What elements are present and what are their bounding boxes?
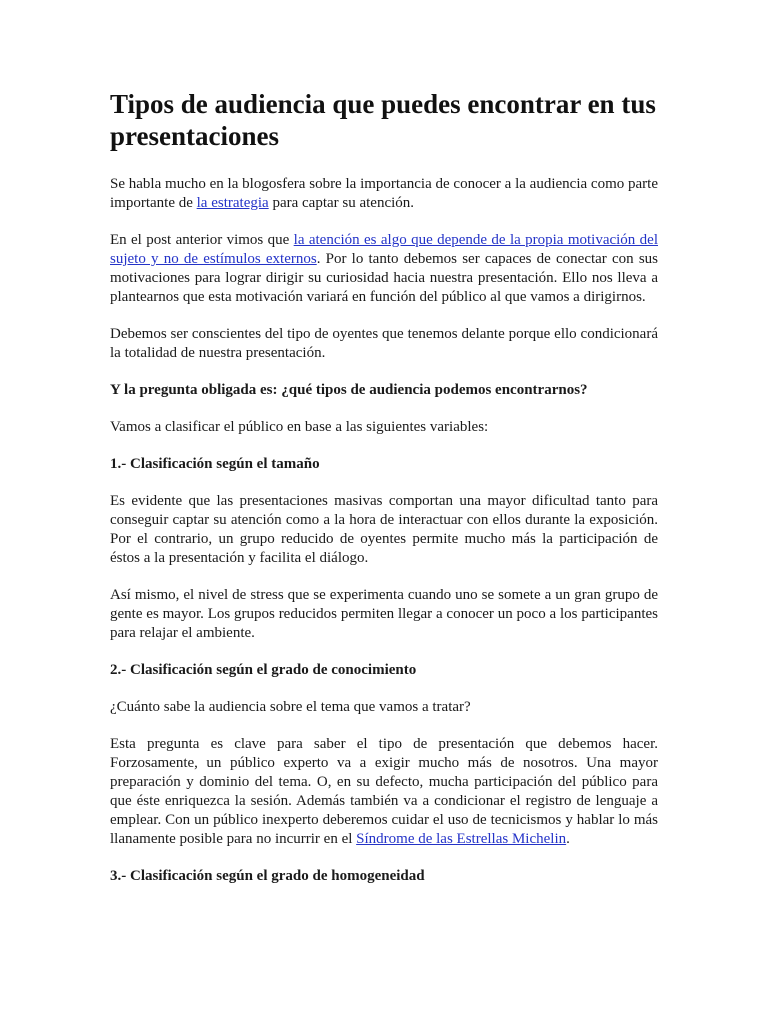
key-question: Y la pregunta obligada es: ¿qué tipos de audiencia podemos encontrarnos? [110,382,588,398]
attention-link[interactable]: la atención es algo que depende de la propia motivación del sujeto y no de estímulos externos [110,232,658,267]
intro-text-before: Se habla mucho en la blogosfera sobre la importancia de conocer a la audiencia como parte importante de [110,176,658,211]
section-1-heading: 1.- Clasificación según el tamaño [110,456,320,472]
section-1-paragraph-2: Así mismo, el nivel de stress que se experimenta cuando uno se somete a un gran grupo de gente es mayor. Los grupos reducidos permiten llegar a conocer un poco a los participantes para relajar el ambiente. [110,587,658,641]
awareness-paragraph: Debemos ser conscientes del tipo de oyentes que tenemos delante porque ello condicionará la totalidad de nuestra presentación. [110,326,658,361]
intro-paragraph [110,175,658,213]
michelin-syndrome-link[interactable]: Síndrome de las Estrellas Michelin [356,831,567,847]
section-1-paragraph-1: Es evidente que las presentaciones masivas comportan una mayor dificultad tanto para conseguir captar su atención como a la hora de interactuar con ellos durante la exposición. Por el contrario, un grupo reducido de oyentes permite mucho más la participación de éstos a la presentación y facilita el diálogo. [110,493,658,566]
section-2-paragraph-2 [110,735,658,849]
strategy-link[interactable]: la estrategia [196,195,269,211]
variables-paragraph: Vamos a clasificar el público en base a las siguientes variables: [110,419,489,435]
section-2-paragraph-1: ¿Cuánto sabe la audiencia sobre el tema que vamos a tratar? [110,699,471,715]
attention-text-before: En el post anterior vimos que [110,232,294,248]
section-3-heading: 3.- Clasificación según el grado de homogeneidad [110,868,425,884]
attention-text-after: . Por lo tanto debemos ser capaces de conectar con sus motivaciones para lograr dirigir su curiosidad hacia nuestra presentación. Ello nos lleva a plantearnos que esta motivación variará en función del público al que vamos a dirigirnos. [110,251,658,305]
section-2-text-before: Esta pregunta es clave para saber el tipo de presentación que debemos hacer. Forzosamente, un público experto va a exigir mucho más de nosotros. Una mayor preparación y dominio del tema. O, en su defecto, mucha participación del público para que éste enriquezca la sesión. Además también va a condicionar el registro de lenguaje a emplear. Con un público inexperto deberemos cuidar el uso de tecnicismos y hablar lo más llanamente posible para no incurrir en el [110,736,658,847]
document-page [110,88,658,904]
document-title: Tipos de audiencia que puedes encontrar en tus presentaciones [110,89,656,151]
section-2-heading: 2.- Clasificación según el grado de conocimiento [110,662,417,678]
attention-paragraph [110,231,658,307]
intro-text-after: para captar su atención. [268,195,415,211]
section-2-text-after: . [566,831,570,847]
